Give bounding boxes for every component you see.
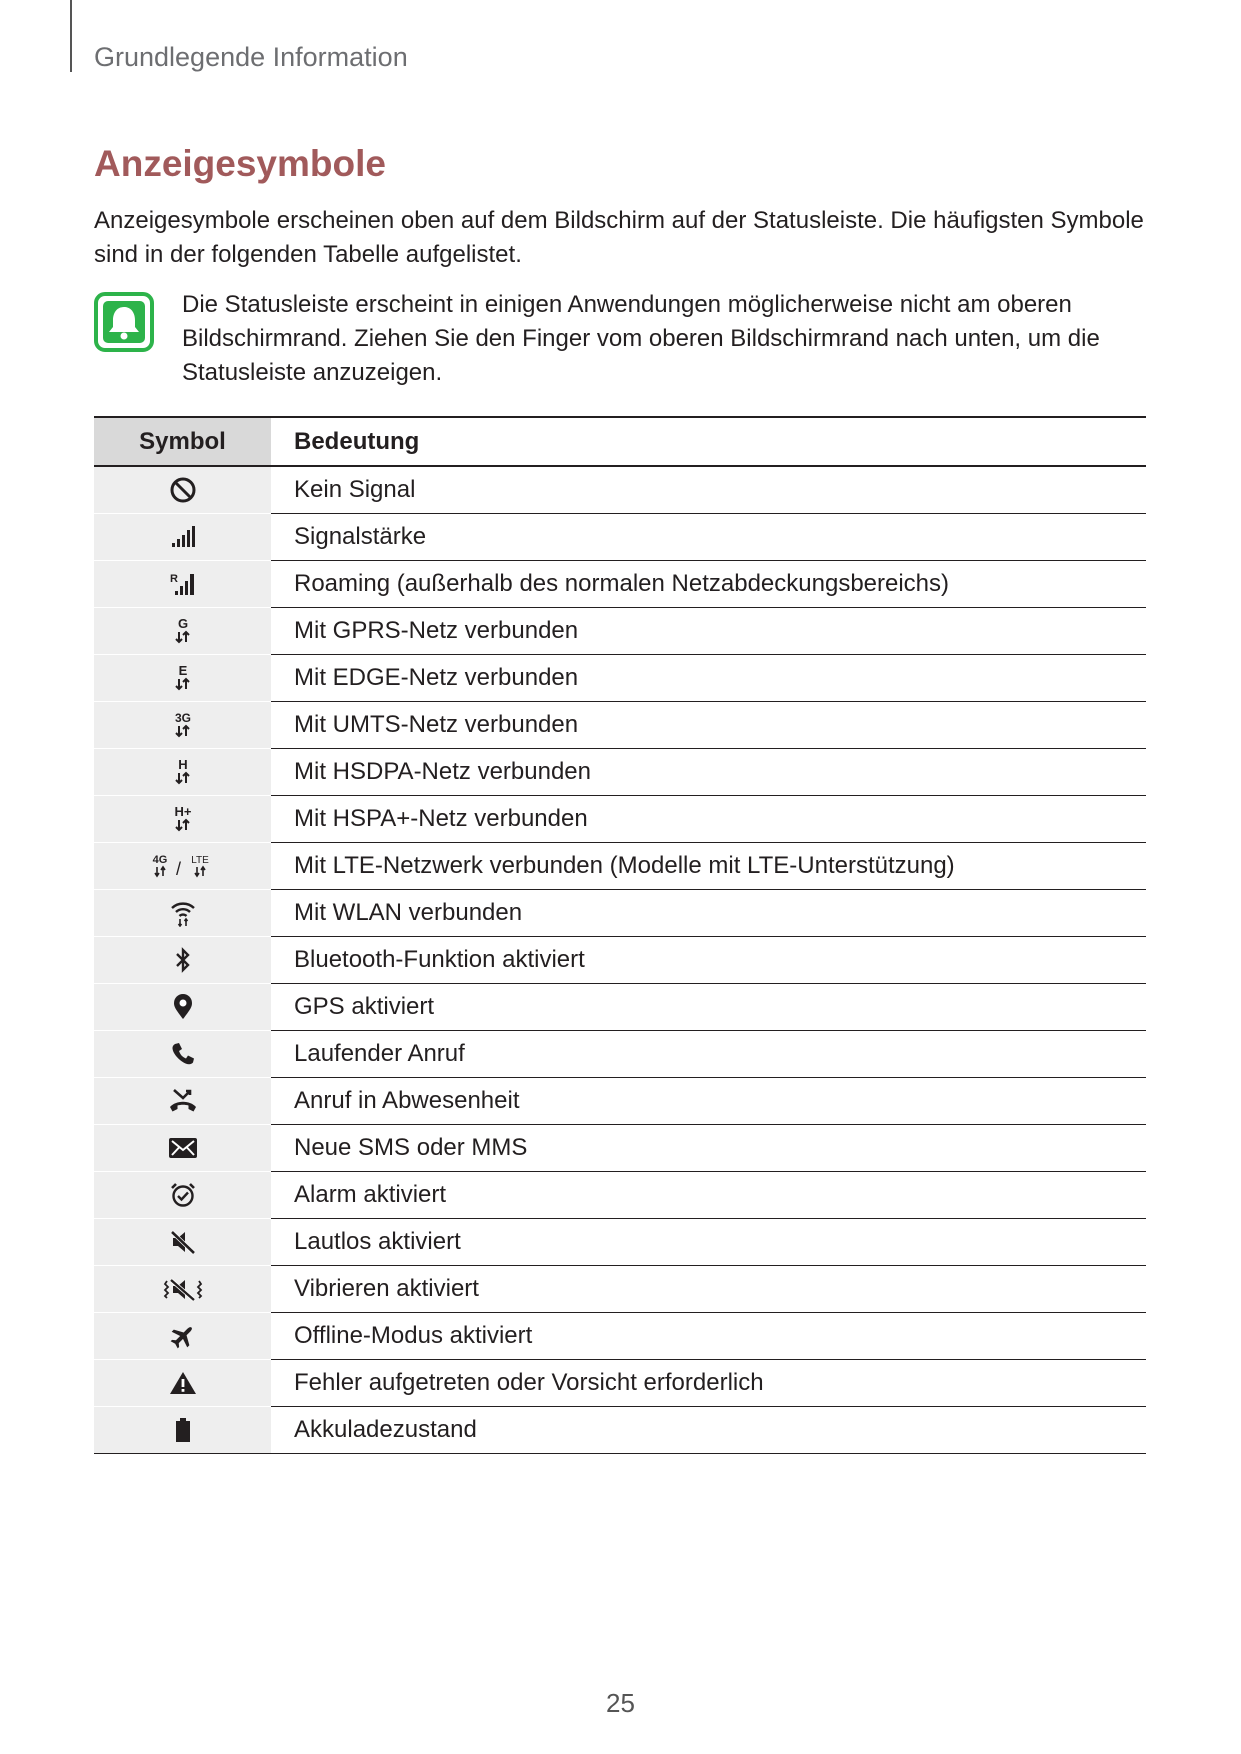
gprs-icon-letter: G	[177, 615, 188, 631]
symbol-cell	[94, 560, 271, 607]
symbol-cell	[94, 1312, 271, 1359]
symbol-cell	[94, 1124, 271, 1171]
table-row	[94, 983, 1146, 1030]
table-row	[94, 1359, 1146, 1406]
table-row	[94, 701, 1146, 748]
symbol-cell	[94, 936, 271, 983]
umts-icon-letters: 3G	[174, 710, 191, 725]
table-row	[94, 1312, 1146, 1359]
intro-paragraph: Anzeigesymbole erscheinen oben auf dem Bildschirm auf der Statusleiste. Die häufigsten Symbole sind in der folgenden Tabelle aufgelistet.	[94, 207, 1144, 268]
meaning-cell: Akkuladezustand	[271, 1406, 1146, 1453]
symbol-cell	[94, 983, 271, 1030]
meaning-cell: Mit EDGE-Netz verbunden	[271, 654, 1146, 701]
meaning-cell: Mit WLAN verbunden	[271, 889, 1146, 936]
edge-icon-letter: E	[178, 662, 187, 678]
table-row	[94, 1265, 1146, 1312]
gps-icon	[172, 993, 194, 1021]
meaning-cell: Alarm aktiviert	[271, 1171, 1146, 1218]
meaning-cell: Laufender Anruf	[271, 1030, 1146, 1077]
table-row	[94, 842, 1146, 889]
note-text: Die Statusleiste erscheint in einigen Anwendungen möglicherweise nicht am oberen Bildschirmrand. Ziehen Sie den Finger vom oberen Bildschirmrand nach unten, um die Statusleiste anzuzeigen.	[182, 291, 1100, 386]
page-number: 25	[606, 1688, 635, 1718]
airplane-icon	[169, 1322, 197, 1350]
meaning-cell: Kein Signal	[271, 466, 1146, 513]
mute-icon	[169, 1228, 197, 1256]
symbol-cell	[94, 1077, 271, 1124]
meaning-cell: Roaming (außerhalb des normalen Netzabdeckungsbereichs)	[271, 560, 1146, 607]
lte-icon	[150, 851, 216, 881]
meaning-cell: Fehler aufgetreten oder Vorsicht erforderlich	[271, 1359, 1146, 1406]
hsdpa-icon	[169, 757, 197, 787]
lte-icon-lte: LTE	[190, 854, 209, 866]
meaning-cell: Anruf in Abwesenheit	[271, 1077, 1146, 1124]
symbol-cell	[94, 748, 271, 795]
symbol-cell	[94, 889, 271, 936]
no-signal-icon	[169, 476, 197, 504]
table-row	[94, 654, 1146, 701]
table-row	[94, 1124, 1146, 1171]
symbol-cell	[94, 842, 271, 889]
roaming-icon	[169, 571, 197, 597]
section-header: Grundlegende Information	[94, 42, 408, 72]
symbol-cell	[94, 1265, 271, 1312]
meaning-cell: Vibrieren aktiviert	[271, 1265, 1146, 1312]
symbol-cell	[94, 701, 271, 748]
table-row	[94, 936, 1146, 983]
call-icon	[170, 1041, 196, 1067]
missed-call-icon	[168, 1087, 198, 1115]
table-row	[94, 1030, 1146, 1077]
battery-icon	[173, 1416, 193, 1444]
table-row	[94, 1406, 1146, 1453]
meaning-cell: Signalstärke	[271, 513, 1146, 560]
table-row	[94, 513, 1146, 560]
meaning-cell: Mit HSDPA-Netz verbunden	[271, 748, 1146, 795]
symbol-cell	[94, 1218, 271, 1265]
symbol-cell	[94, 513, 271, 560]
symbol-cell	[94, 1406, 271, 1453]
symbol-cell	[94, 1359, 271, 1406]
lte-icon-separator: /	[175, 858, 181, 879]
hspa-plus-icon-letters: H+	[174, 803, 191, 819]
table-row	[94, 795, 1146, 842]
wifi-icon	[169, 899, 197, 927]
table-row	[94, 1218, 1146, 1265]
edge-icon	[169, 663, 197, 693]
signal-strength-icon	[170, 525, 196, 549]
table-row	[94, 1077, 1146, 1124]
symbol-cell	[94, 795, 271, 842]
symbol-table	[94, 416, 1146, 1454]
table-row	[94, 560, 1146, 607]
symbol-cell	[94, 1030, 271, 1077]
bell-notice-icon	[94, 292, 154, 352]
meaning-cell: Lautlos aktiviert	[271, 1218, 1146, 1265]
meaning-column-header: Bedeutung	[271, 417, 1146, 466]
meaning-cell: Bluetooth-Funktion aktiviert	[271, 936, 1146, 983]
message-icon	[168, 1136, 198, 1160]
symbol-cell	[94, 607, 271, 654]
page-title: Anzeigesymbole	[94, 143, 386, 184]
meaning-cell: Mit LTE-Netzwerk verbunden (Modelle mit LTE-Unterstützung)	[271, 842, 1146, 889]
meaning-cell: Mit HSPA+-Netz verbunden	[271, 795, 1146, 842]
table-row	[94, 1171, 1146, 1218]
table-row	[94, 607, 1146, 654]
meaning-cell: Mit GPRS-Netz verbunden	[271, 607, 1146, 654]
hsdpa-icon-letter: H	[177, 756, 188, 772]
hspa-plus-icon	[169, 804, 197, 834]
symbol-cell	[94, 654, 271, 701]
warning-icon	[169, 1370, 197, 1396]
alarm-icon	[169, 1181, 197, 1209]
roaming-icon-letter: R	[169, 573, 178, 586]
meaning-cell: GPS aktiviert	[271, 983, 1146, 1030]
umts-icon	[169, 710, 197, 740]
gprs-icon	[169, 616, 197, 646]
table-row	[94, 466, 1146, 513]
meaning-cell: Neue SMS oder MMS	[271, 1124, 1146, 1171]
bluetooth-icon	[173, 946, 193, 974]
symbol-cell	[94, 1171, 271, 1218]
symbol-column-header: Symbol	[94, 417, 271, 466]
table-row	[94, 748, 1146, 795]
table-row	[94, 889, 1146, 936]
lte-icon-4g: 4G	[152, 853, 167, 866]
vibrate-icon	[163, 1275, 203, 1303]
meaning-cell: Offline-Modus aktiviert	[271, 1312, 1146, 1359]
meaning-cell: Mit UMTS-Netz verbunden	[271, 701, 1146, 748]
margin-rule	[70, 0, 72, 72]
symbol-cell	[94, 466, 271, 513]
